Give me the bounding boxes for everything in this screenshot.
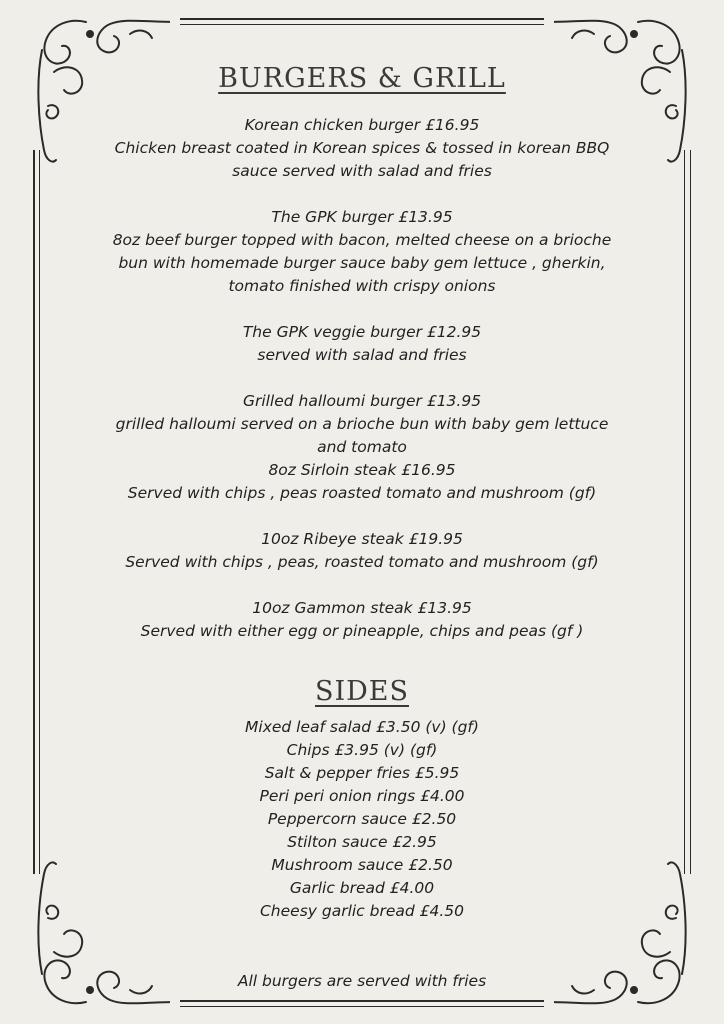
frame-left-line-inner [39,150,40,874]
menu-item-name: The GPK burger £13.95 [271,208,453,226]
menu-item-description: grilled halloumi served on a brioche bun with baby gem lettuce [115,415,609,433]
menu-item-name: 8oz Sirloin steak £16.95 [268,461,456,479]
menu-item-name: Grilled halloumi burger £13.95 [242,392,482,410]
side-item: Chips £3.95 (v) (gf) [286,741,438,759]
burgers-section-title: BURGERS & GRILL [218,63,506,94]
menu-item-description: 8oz beef burger topped with bacon, melted cheese on a brioche [112,231,612,249]
menu-item-description: Served with chips , peas roasted tomato and mushroom (gf) [127,484,597,502]
menu-item-description: Served with either egg or pineapple, chips and peas (gf ) [140,622,584,640]
side-item: Mushroom sauce £2.50 [271,856,453,874]
menu-item-description: served with salad and fries [257,346,467,364]
menu-item-description: Served with chips , peas, roasted tomato and mushroom (gf) [125,553,599,571]
side-item: Stilton sauce £2.95 [287,833,437,851]
frame-bottom-line [180,1000,544,1002]
side-item: Garlic bread £4.00 [289,879,435,897]
footer-note: All burgers are served with fries [237,972,487,990]
menu-item-description: tomato finished with crispy onions [228,277,496,295]
menu-item-description: bun with homemade burger sauce baby gem lettuce , gherkin, [118,254,606,272]
frame-top-line-inner [180,24,544,25]
menu-item-name: 10oz Ribeye steak £19.95 [261,530,463,548]
menu-item-description: sauce served with salad and fries [232,162,492,180]
menu-item-name: The GPK veggie burger £12.95 [242,323,482,341]
frame-bottom-line-inner [180,1006,544,1007]
sides-section-title: SIDES [314,676,409,707]
side-item: Peri peri onion rings £4.00 [259,787,465,805]
menu-item-description: Chicken breast coated in Korean spices & tossed in korean BBQ [114,139,610,157]
menu-item-name: Korean chicken burger £16.95 [244,116,480,134]
frame-left-line [33,150,35,874]
frame-right-line [690,150,692,874]
menu-item-name: 10oz Gammon steak £13.95 [252,599,472,617]
frame-top-line [180,18,544,20]
side-item: Mixed leaf salad £3.50 (v) (gf) [245,718,479,736]
side-item: Cheesy garlic bread £4.50 [259,902,465,920]
side-item: Salt & pepper fries £5.95 [264,764,460,782]
frame-right-line-inner [684,150,685,874]
menu-item-description: and tomato [317,438,407,456]
side-item: Peppercorn sauce £2.50 [267,810,457,828]
